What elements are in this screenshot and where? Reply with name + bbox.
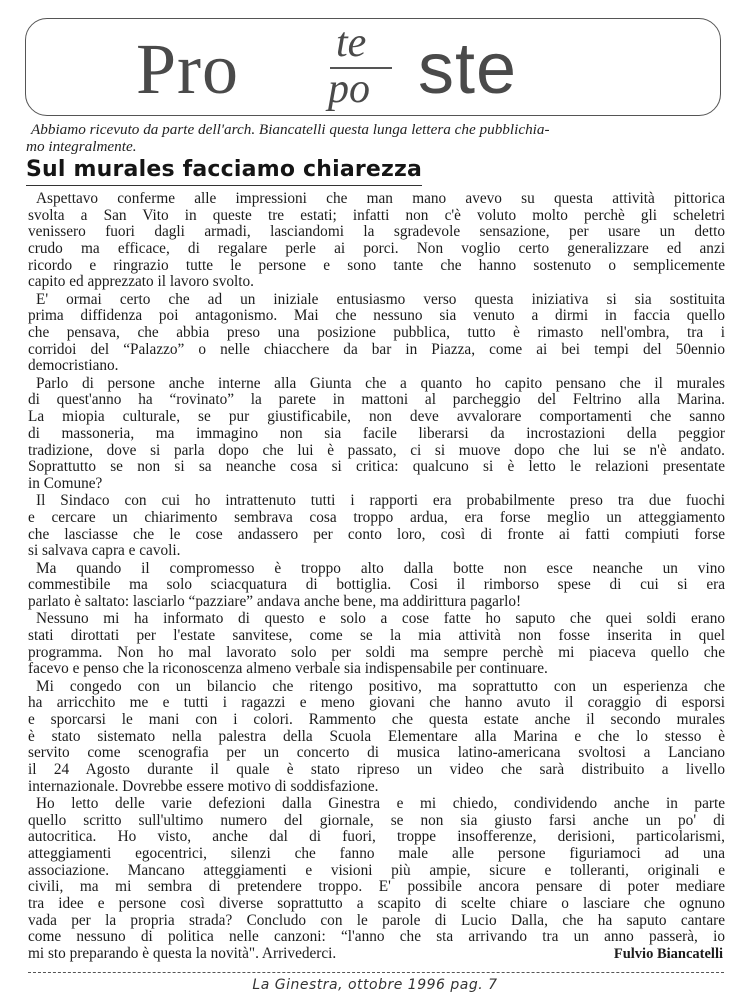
article-paragraph [28, 292, 725, 375]
paragraph-line: civili, ma mi sembra di pretendere troppo. E' possibile ancora pensare di poter mediare [28, 878, 725, 896]
closing-line: mi sto preparando è questa la novità". Arrivederci. [28, 945, 337, 963]
paragraph-line: E' ormai certo che ad un iniziale entusiasmo verso questa iniziativa si sia sostituita [36, 290, 725, 308]
paragraph-line: Il Sindaco con cui ho intrattenuto tutti i rapporti era probabilmente preso tra due fuochi [36, 492, 725, 510]
paragraph-line: e cercare un chiarimento sembrava cosa troppo ardua, era forse meglio un atteggiamento [28, 508, 725, 526]
closing-row [28, 946, 725, 963]
paragraph-line: commestibile ma solo sciacquatura di bottiglia. Cosi il rimborso spese di cui si era [28, 576, 725, 594]
paragraph-line: Ho letto delle varie defezioni dalla Ginestra e mi chiedo, condividendo anche in parte [36, 794, 725, 812]
intro-line: Abbiamo ricevuto da parte dell'arch. Biancatelli questa lunga lettera che pubblichia- [31, 121, 550, 138]
paragraph-line: parlato è saltato: lasciarlo “pazziare” andava anche bene, ma addirittura pagarlo! [28, 592, 522, 610]
paragraph-line: il 24 Agosto durante il quale è stato ripreso un video che sarà distribuito a livello [28, 760, 725, 778]
author-signature: Fulvio Biancatelli [613, 946, 723, 963]
paragraph-line: ricordo e ringrazio tutte le persone e sono tante che hanno sostenuto o semplicemente [28, 256, 725, 274]
paragraph-line: associazione. Mancano atteggiamenti e visioni più ampie, sicure e tolleranti, originali e [28, 861, 725, 879]
paragraph-line: Mi congedo con un bilancio che ritengo positivo, ma soprattutto con un esperienza che [36, 677, 725, 695]
paragraph-line: tra idee e persone così diverse soprattutto a scapito di scelte chiare o lasciare che ognuno [28, 895, 725, 913]
paragraph-line: Parlo di persone anche interne alla Giunta che a quanto ho capito pensano che il murales [36, 374, 725, 392]
paragraph-line: La miopia culturale, se pur giustificabile, non deve avvalorare comportamenti che sanno [28, 408, 725, 426]
intro-line: mo integralmente. [26, 138, 137, 155]
article-paragraph [28, 376, 725, 493]
page-footer: La Ginestra, ottobre 1996 pag. 7 [252, 977, 498, 993]
paragraph-line: stati dirottati per l'estate sanvitese, come se la mia attività non fosse inserita in quel [28, 626, 725, 644]
article-paragraph [28, 611, 725, 678]
paragraph-line: che pensava, che abbia preso una posizione pubblica, tutto è rimasto nell'ombra, tra i [28, 324, 725, 342]
paragraph-line: autocritica. Ho visto, anche dal di fuori, troppe insofferenze, derisioni, particolarismi, [28, 828, 725, 846]
article-body [28, 191, 725, 963]
paragraph-line: quello scritto sull'ultimo numero del giornale, se non sia giusto farsi anche un po' di [28, 811, 725, 829]
paragraph-line: internazionale. Dovrebbe essere motivo di soddisfazione. [28, 777, 379, 795]
masthead-fraction-bottom: po [328, 66, 370, 112]
masthead-title [26, 19, 720, 115]
editorial-intro [26, 121, 726, 155]
paragraph-line: tradizione, dove si parla dopo che lui è passato, ci si muove dopo che lui se n'è andato. [28, 441, 725, 459]
paragraph-line: Aspettavo conferme alle impressioni che man mano avevo su questa attività pittorica [36, 190, 725, 207]
paragraph-line: come nessuno di politica nelle canzoni: “l'anno che sta arrivando tra un anno passerà, io [28, 928, 725, 946]
paragraph-line: prima diffidenza poi antagonismo. Mai che nessuno sia venuto a dirmi in faccia quello [28, 307, 725, 325]
paragraph-line: programma. Non ho mal lavorato solo per soldi ma sempre perchè mi piaceva quello che [28, 643, 725, 661]
paragraph-line: capito ed apprezzato il lavoro svolto. [28, 273, 254, 291]
paragraph-line: si salvava capra e cavoli. [28, 542, 181, 560]
paragraph-line: di massoneria, ma immagino non sia facile liberarsi da incrostazioni della peggior [28, 424, 725, 442]
paragraph-line: e sporcarsi le mani con i colori. Rammento che questa estate anche il secondo murales [28, 710, 725, 728]
paragraph-line: facevo e penso che la riconoscenza almeno verbale sia indispensabile per continuare. [28, 660, 548, 678]
article-paragraph [28, 796, 725, 963]
paragraph-line: atteggiamenti egocentrici, silenzi che fanno male alle persone figuriamoci ad una [28, 844, 725, 862]
masthead-fraction [326, 19, 404, 115]
paragraph-line: venissero fuori dagli armadi, lasciandomi la sgradevole sensazione, per usare un detto [28, 223, 725, 241]
paragraph-line: servito come scenografia per un concerto di musica latino-americana svoltosi a Lanciano [28, 744, 725, 762]
paragraph-line: Ma quando il compromesso è troppo alto dalla botte non esce neanche un vino [36, 559, 725, 577]
paragraph-line: crudo ma efficace, di regalare perle ai porci. Non voglio certo generalizzare ed anzi [28, 240, 725, 258]
footer-divider [28, 972, 724, 973]
paragraph-line: svolta a San Vito in queste tre estati; infatti non c'è voluto molto perchè gli scheletri [28, 206, 725, 224]
masthead-title-right: ste [418, 29, 518, 109]
article-paragraph [28, 561, 725, 611]
masthead-box [25, 18, 721, 116]
paragraph-line: è stato sistemato nella palestra della Scuola Elementare alla Marina e che lo stesso è [28, 727, 725, 745]
paragraph-line: corridoi del “Palazzo” o nelle chiacchere da bar in Piazza, come ai bei tempi del 50ennio [28, 340, 725, 358]
paragraph-line: di quest'anno ha “rovinato” la parete in mattoni al parcheggio del Feltrino alla Marina. [28, 391, 725, 409]
paragraph-line: vada per la propria strada? Concludo con le parole di Lucio Dalla, che ha saputo cantare [28, 911, 725, 929]
article-paragraph [28, 191, 725, 291]
paragraph-line: ha arricchito me e tutti i ragazzi e meno giovani che hanno avuto il coraggio di esporsi [28, 694, 725, 712]
article-paragraph [28, 493, 725, 560]
masthead-fraction-top: te [336, 20, 367, 66]
article-headline: Sul murales facciamo chiarezza [26, 157, 422, 186]
paragraph-line: Nessuno mi ha informato di questo e solo a cose fatte ho saputo che quei soldi erano [36, 610, 725, 628]
paragraph-line: in Comune? [28, 474, 103, 492]
masthead-title-left: Pro [136, 29, 240, 109]
article-paragraph [28, 679, 725, 796]
paragraph-line: democristiano. [28, 357, 119, 375]
paragraph-line: che lasciasse che le cose andassero per conto loro, così di fronte ai fatti compiuti forse [28, 525, 725, 543]
paragraph-line: Soprattutto se non si sa neanche cosa si critica: qualcuno si è letto le relazioni presentate [28, 458, 725, 476]
